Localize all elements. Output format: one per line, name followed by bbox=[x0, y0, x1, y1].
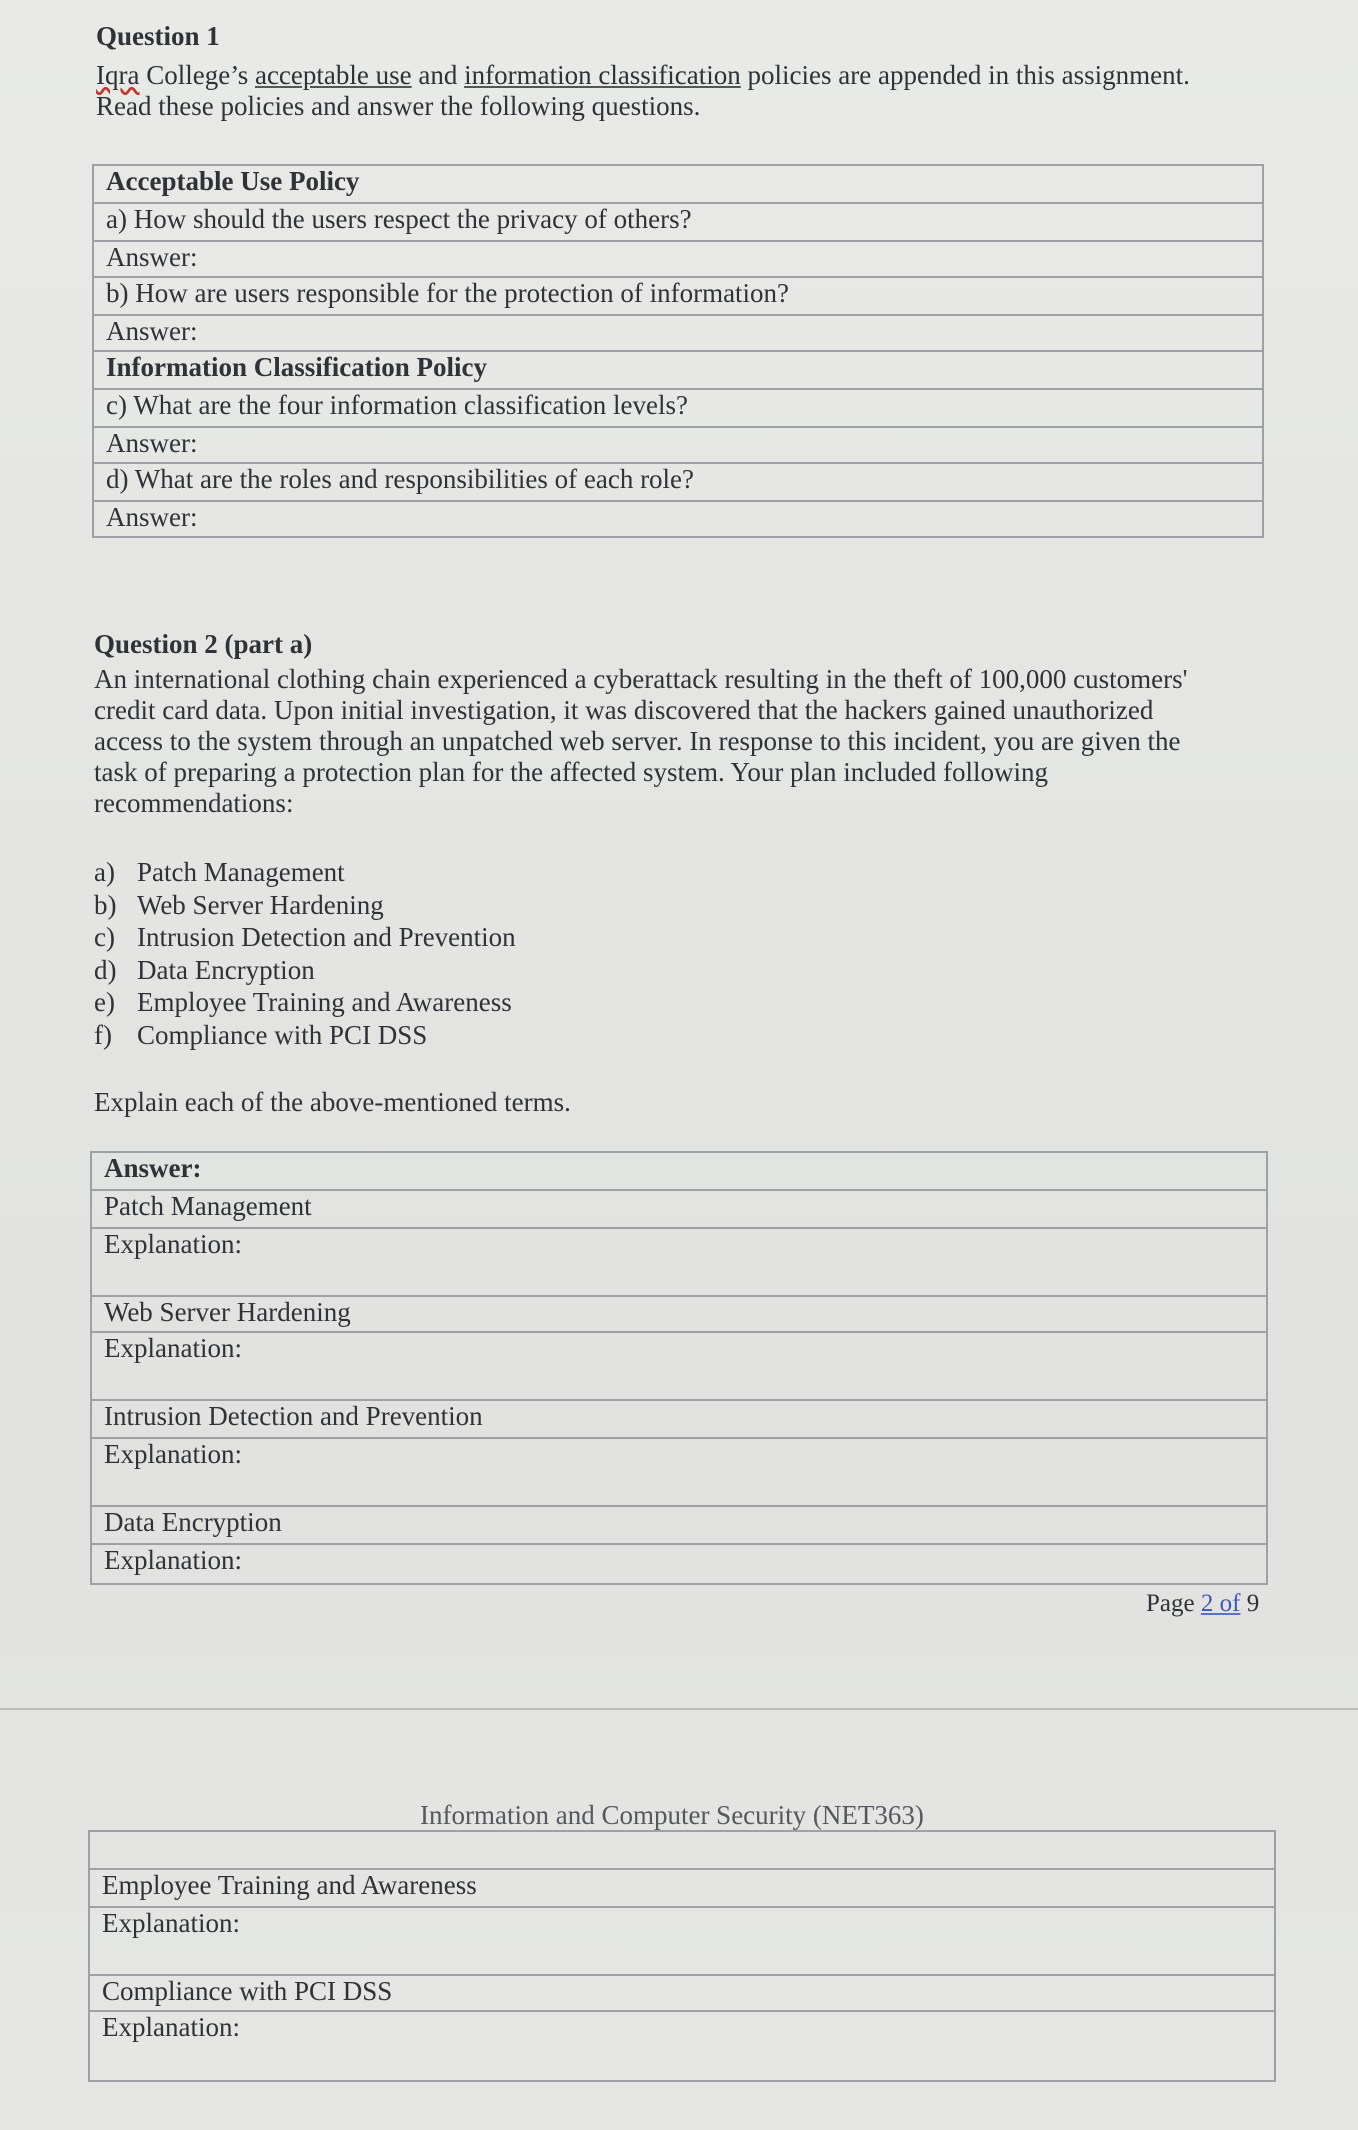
term-row: Intrusion Detection and Prevention bbox=[91, 1400, 1267, 1438]
question-2-title: Question 2 (part a) bbox=[94, 629, 313, 659]
question-1-title: Question 1 bbox=[96, 21, 220, 51]
page-divider bbox=[0, 1708, 1358, 1710]
answer-table-page-1 bbox=[90, 1151, 1268, 1585]
page-number: Page 2 of 9 bbox=[1146, 1590, 1260, 1617]
explanation-cell[interactable]: Explanation: bbox=[91, 1544, 1267, 1584]
question-1-intro: Iqra College’s acceptable use and information classification policies are appended in this assignment. bbox=[96, 60, 1190, 90]
q1-table-row[interactable]: Answer: bbox=[93, 241, 1263, 277]
q1-table-row[interactable]: Answer: bbox=[93, 501, 1263, 537]
q1-table-row: Acceptable Use Policy bbox=[93, 165, 1263, 203]
college-name: Iqra bbox=[96, 60, 140, 90]
term-row: Data Encryption bbox=[91, 1506, 1267, 1544]
q1-table-row[interactable]: Answer: bbox=[93, 315, 1263, 351]
question-2-instruction: Explain each of the above-mentioned terms. bbox=[94, 1087, 571, 1117]
explanation-cell[interactable]: Explanation: bbox=[91, 1332, 1267, 1400]
term-row: Patch Management bbox=[91, 1190, 1267, 1228]
explanation-cell[interactable]: Explanation: bbox=[91, 1228, 1267, 1296]
next-page-header: Information and Computer Security (NET363) bbox=[420, 1800, 924, 1830]
list-item: c) Intrusion Detection and Prevention bbox=[94, 922, 516, 952]
answer-header: Answer: bbox=[91, 1152, 1267, 1190]
list-item: d) Data Encryption bbox=[94, 954, 315, 985]
answer-table-page-2 bbox=[88, 1830, 1276, 2082]
question-2-paragraph: An international clothing chain experienced a cyberattack resulting in the theft of 100,000 customers' credit card data. Upon initial investigation, it was discovered that the hackers gained unauthorized access to the system through an unpatched web server. In response to this incident, you are given the task of preparing a protection plan for the affected system. Your plan included following recommendations: bbox=[94, 664, 1188, 818]
term-row: Web Server Hardening bbox=[91, 1296, 1267, 1332]
information-classification-link[interactable]: information classification bbox=[464, 60, 741, 90]
explanation-cell[interactable]: Explanation: bbox=[89, 1907, 1275, 1975]
acceptable-use-link[interactable]: acceptable use bbox=[254, 60, 412, 90]
term-row: Employee Training and Awareness bbox=[89, 1869, 1275, 1907]
question-1-table bbox=[92, 164, 1264, 538]
q1-table-row: c) What are the four information classification levels? bbox=[93, 389, 1263, 427]
term-row: Compliance with PCI DSS bbox=[89, 1975, 1275, 2011]
recommendations-list bbox=[94, 857, 516, 1052]
list-item: e) Employee Training and Awareness bbox=[94, 987, 512, 1017]
q1-table-row: b) How are users responsible for the protection of information? bbox=[93, 277, 1263, 315]
question-1-intro-line2: Read these policies and answer the following questions. bbox=[96, 91, 701, 121]
page-link[interactable]: 2 of bbox=[1200, 1590, 1241, 1617]
q1-table-row: Information Classification Policy bbox=[93, 351, 1263, 389]
explanation-cell[interactable]: Explanation: bbox=[89, 2011, 1275, 2081]
list-item: b) Web Server Hardening bbox=[94, 889, 384, 920]
q1-table-row: d) What are the roles and responsibilities of each role? bbox=[93, 463, 1263, 501]
q1-table-row[interactable]: Answer: bbox=[93, 427, 1263, 463]
table-top-row bbox=[89, 1831, 1275, 1869]
list-item: f) Compliance with PCI DSS bbox=[94, 1019, 428, 1050]
list-item: a) Patch Management bbox=[94, 857, 345, 887]
q1-table-row: a) How should the users respect the privacy of others? bbox=[93, 203, 1263, 241]
explanation-cell[interactable]: Explanation: bbox=[91, 1438, 1267, 1506]
